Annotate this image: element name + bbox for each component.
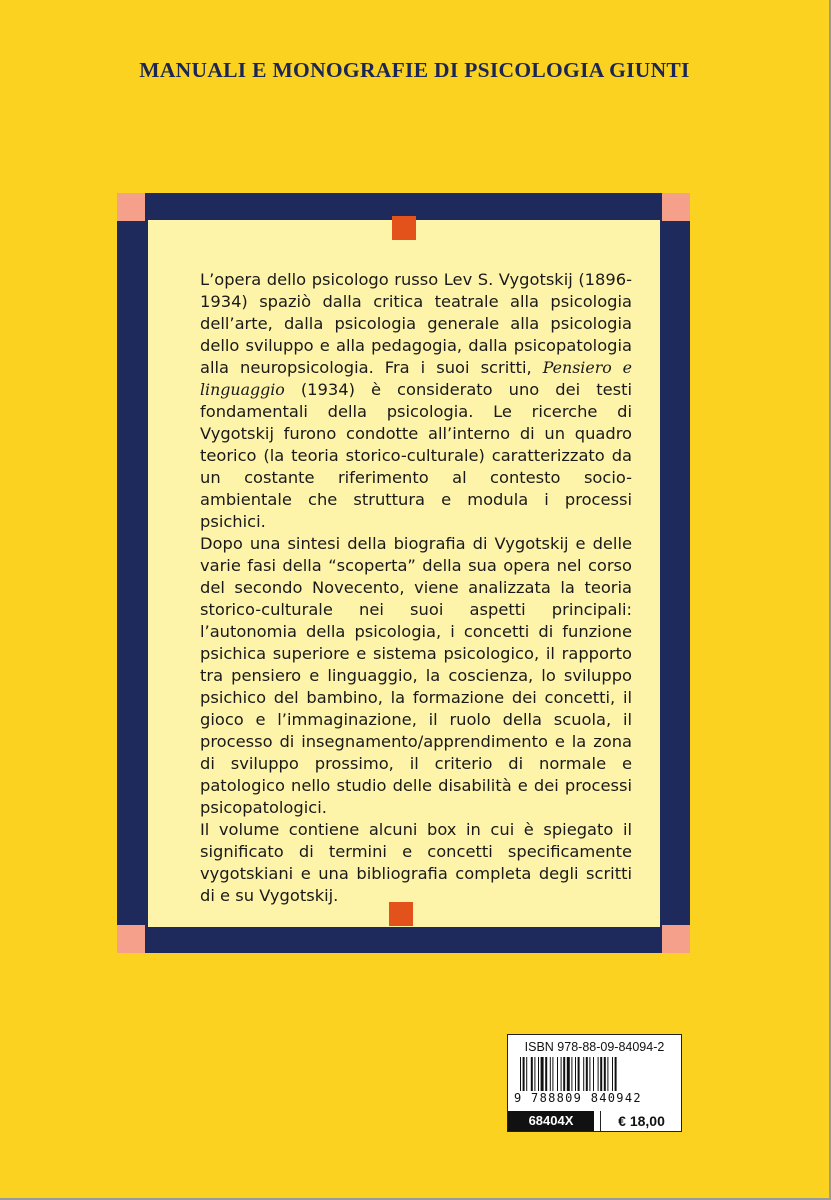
blurb-paragraph-1: L’opera dello psicologo russo Lev S. Vygotskij (1896-1934) spaziò dalla critica teatrale alla psicologia dell’arte, dalla psicologia generale alla psicologia dello sviluppo e alla pedagogia, dalla psicopatologia alla neuropsicologia. Fra i suoi scritti, Pensiero e linguaggio (1934) è considerato uno dei testi fondamentali della psicologia. Le ricerche di Vygotskij furono condotte all’interno di un quadro teorico (la teoria storico-culturale) caratterizzato da un costante riferimento al contesto socio-ambientale che struttura e modula i processi psichici. [200, 270, 632, 531]
blurb-paragraph-3: Il volume contiene alcuni box in cui è spiegato il significato di termini e concetti specificamente vygotskiani e una bibliografia completa degli scritti di e su Vygotskij. [200, 820, 632, 905]
frame-corner-bottom-right [662, 925, 690, 953]
book-title: Pensiero e linguaggio [200, 358, 632, 399]
frame-corner-top-left [117, 193, 145, 221]
isbn-text: ISBN 978-88-09-84094-2 [524, 1040, 665, 1054]
blurb-text [200, 269, 632, 907]
frame-notch-top [392, 216, 416, 240]
frame-corner-top-right [662, 193, 690, 221]
blurb-paragraph-2: Dopo una sintesi della biografia di Vygotskij e delle varie fasi della “scoperta” della sua opera nel corso del secondo Novecento, viene analizzata la teoria storico-culturale nei suoi aspetti principali: l’autonomia della psicologia, i concetti di funzione psichica superiore e sistema psicologico, il rapporto tra pensiero e linguaggio, la coscienza, lo sviluppo psichico del bambino, la formazione dei concetti, il gioco e l’immaginazione, il ruolo della scuola, il processo di insegnamento/apprendimento e la zona di sviluppo prossimo, il criterio di normale e patologico nello studio delle disabilità e dei processi psicopatologici. [200, 534, 632, 817]
product-code: 68404X [508, 1111, 594, 1131]
series-title: MANUALI E MONOGRAFIE DI PSICOLOGIA GIUNTI [139, 58, 690, 82]
barcode-icon [518, 1057, 674, 1091]
frame-corner-bottom-left [117, 925, 145, 953]
barcode-digits: 9 788809 840942 [514, 1091, 642, 1105]
price: € 18,00 [600, 1111, 682, 1131]
barcode-label [507, 1034, 682, 1132]
